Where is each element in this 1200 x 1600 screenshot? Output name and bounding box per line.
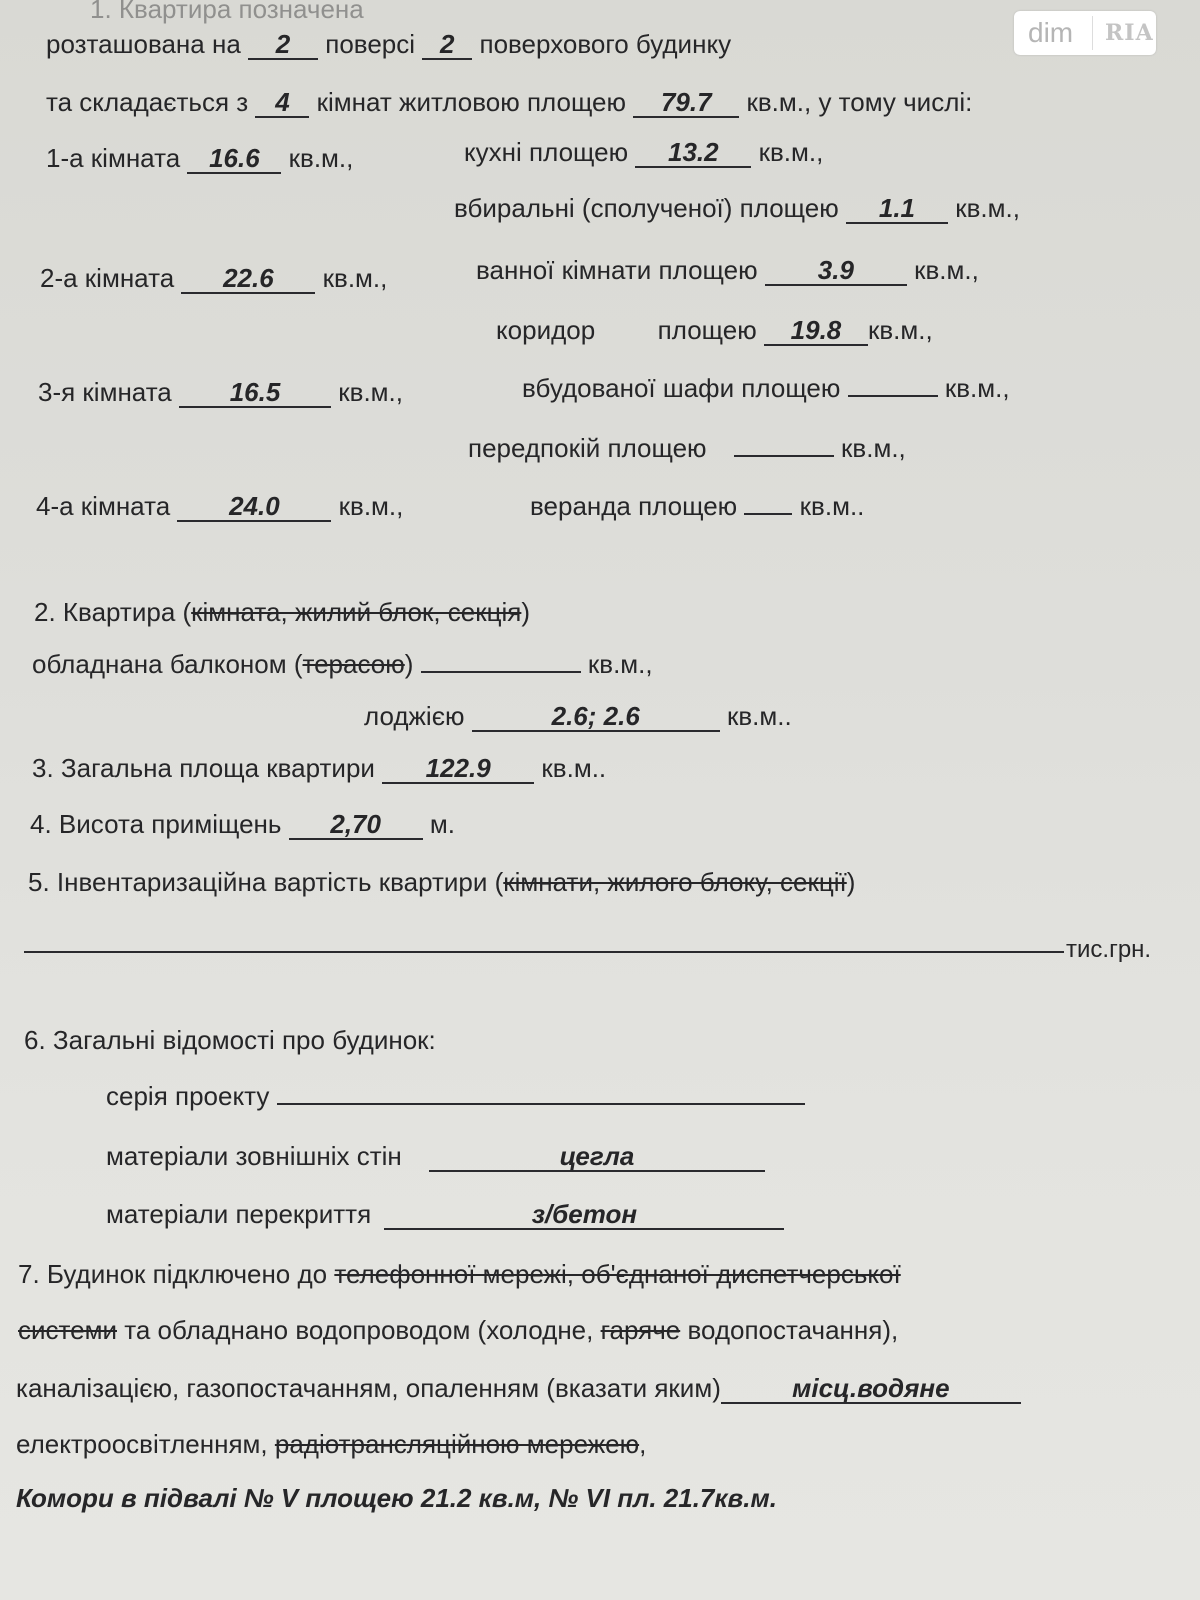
bath-value: 3.9: [765, 256, 907, 286]
balcony-line: [32, 648, 653, 680]
utilities-line-2: [18, 1314, 898, 1346]
struck-text: радіотрансляційною мережею: [274, 1429, 640, 1459]
unit: кв.м.,: [867, 315, 933, 345]
label: 4. Висота приміщень: [30, 809, 282, 839]
label: площею: [657, 315, 757, 345]
inventory-value-line: [28, 866, 855, 898]
label: кв.м., у тому числі:: [746, 87, 973, 117]
unit: кв.м..: [726, 701, 792, 731]
label: 2-а кімната: [40, 263, 175, 293]
label: серія проекту: [106, 1081, 270, 1111]
total-area-line: [32, 752, 606, 784]
building-info-title: 6. Загальні відомості про будинок:: [24, 1025, 436, 1055]
label: обладнана балконом (: [32, 649, 303, 679]
label: водопостачання),: [680, 1315, 899, 1345]
closet-value: [848, 395, 938, 397]
label: вбудованої шафи площею: [522, 373, 841, 403]
label: та обладнано водопроводом (холодне,: [117, 1315, 601, 1345]
room4-value: 24.0: [177, 492, 331, 522]
struck-text: системи: [18, 1315, 117, 1345]
label: ): [404, 649, 414, 679]
unit: кв.м..: [799, 491, 865, 521]
utilities-line-4: [16, 1428, 646, 1460]
height-line: [30, 808, 455, 840]
label: ванної кімнати площею: [476, 255, 758, 285]
floors-material-value: з/бетон: [384, 1200, 784, 1230]
closet-line: [522, 372, 1010, 404]
label: електроосвітленням,: [16, 1429, 275, 1459]
label: передпокій площею: [468, 433, 707, 463]
rooms-line: [46, 86, 972, 118]
floors-material-line: [106, 1198, 784, 1230]
struck-text: кімнати, жилого блоку, секції: [503, 867, 847, 897]
floor-line: [46, 28, 731, 60]
unit: кв.м.,: [955, 193, 1020, 223]
label: 1-а кімната: [46, 143, 181, 173]
heating-value: місц.водяне: [721, 1374, 1021, 1404]
watermark-ria: RIA: [1105, 20, 1154, 46]
label: вбиральні (сполученої) площею: [454, 193, 839, 223]
wc-line: [454, 192, 1020, 224]
unit: м.: [429, 809, 456, 839]
unit: кв.м.,: [758, 137, 824, 167]
watermark-logo: [1014, 11, 1156, 55]
struck-text: телефонної мережі, об'єднаної диспетчерської: [334, 1259, 901, 1289]
loggia-value: 2.6; 2.6: [472, 702, 720, 732]
series-line: [106, 1080, 805, 1112]
unit: кв.м.,: [288, 143, 354, 173]
struck-text: кімната, жилий блок, секція: [191, 597, 522, 627]
label: 4-а кімната: [36, 491, 171, 521]
hall-line: [468, 432, 906, 464]
room4-line: [36, 490, 403, 522]
storage-note: Комори в підвалі № V площею 21.2 кв.м, № VI пл. 21.7кв.м.: [16, 1483, 777, 1513]
label: матеріали перекриття: [106, 1199, 372, 1229]
balcony-value: [421, 671, 581, 673]
label: розташована на: [46, 29, 241, 59]
apartment-type-line: [34, 596, 530, 628]
walls-line: [106, 1140, 765, 1172]
label: кімнат житловою площею: [316, 87, 627, 117]
label: 3. Загальна площа квартири: [32, 753, 375, 783]
label: каналізацією, газопостачанням, опаленням (вказати яким): [16, 1373, 721, 1403]
bath-line: [476, 254, 979, 286]
label: кухні площею: [464, 137, 629, 167]
walls-value: цегла: [429, 1142, 765, 1172]
label: поверсі: [325, 29, 416, 59]
corridor-value: 19.8: [764, 316, 868, 346]
utilities-line-3: [16, 1372, 1021, 1404]
unit: кв.м.,: [322, 263, 388, 293]
watermark-dim: dim: [1028, 17, 1074, 48]
room3-line: [38, 376, 403, 408]
struck-text: гаряче: [600, 1315, 681, 1345]
label: веранда площею: [530, 491, 738, 521]
label: матеріали зовнішніх стін: [106, 1141, 402, 1171]
label: ): [846, 867, 856, 897]
room1-line: [46, 142, 353, 174]
inventory-unit: тис.грн.: [1066, 936, 1152, 963]
label: 3-я кімната: [38, 377, 172, 407]
veranda-line: [530, 490, 864, 522]
label: 2. Квартира (: [34, 597, 192, 627]
floor-value: 2: [248, 30, 318, 60]
room2-line: [40, 262, 387, 294]
unit: кв.м.,: [914, 255, 979, 285]
hall-value: [734, 455, 834, 457]
kitchen-value: 13.2: [635, 138, 751, 168]
inventory-value-field: [24, 951, 1064, 953]
wc-value: 1.1: [846, 194, 948, 224]
label: коридор: [496, 315, 596, 345]
label: поверхового будинку: [479, 29, 732, 59]
room2-value: 22.6: [181, 264, 315, 294]
unit: кв.м.,: [338, 377, 403, 407]
label: 5. Інвентаризаційна вартість квартири (: [28, 867, 504, 897]
floors-total-value: 2: [422, 30, 472, 60]
corridor-line: [496, 314, 933, 346]
unit: кв.м.,: [841, 433, 906, 463]
label: 7. Будинок підключено до: [18, 1259, 335, 1289]
series-value: [277, 1103, 805, 1105]
unit: кв.м.,: [338, 491, 404, 521]
label: лоджією: [364, 701, 465, 731]
living-area-value: 79.7: [633, 88, 739, 118]
loggia-line: [364, 700, 792, 732]
label: та складається з: [46, 87, 249, 117]
room1-value: 16.6: [187, 144, 281, 174]
height-value: 2,70: [289, 810, 423, 840]
kitchen-line: [464, 136, 823, 168]
veranda-value: [744, 513, 792, 515]
unit: кв.м..: [541, 753, 607, 783]
room3-value: 16.5: [179, 378, 331, 408]
label: ): [521, 597, 531, 627]
utilities-line-1: [18, 1258, 901, 1290]
unit: кв.м.,: [944, 373, 1010, 403]
rooms-value: 4: [255, 88, 309, 118]
unit: кв.м.,: [587, 649, 653, 679]
label: ,: [639, 1429, 647, 1459]
struck-text: терасою: [302, 649, 405, 679]
total-area-value: 122.9: [382, 754, 534, 784]
cut-off-header: 1. Квартира позначена: [90, 0, 364, 24]
